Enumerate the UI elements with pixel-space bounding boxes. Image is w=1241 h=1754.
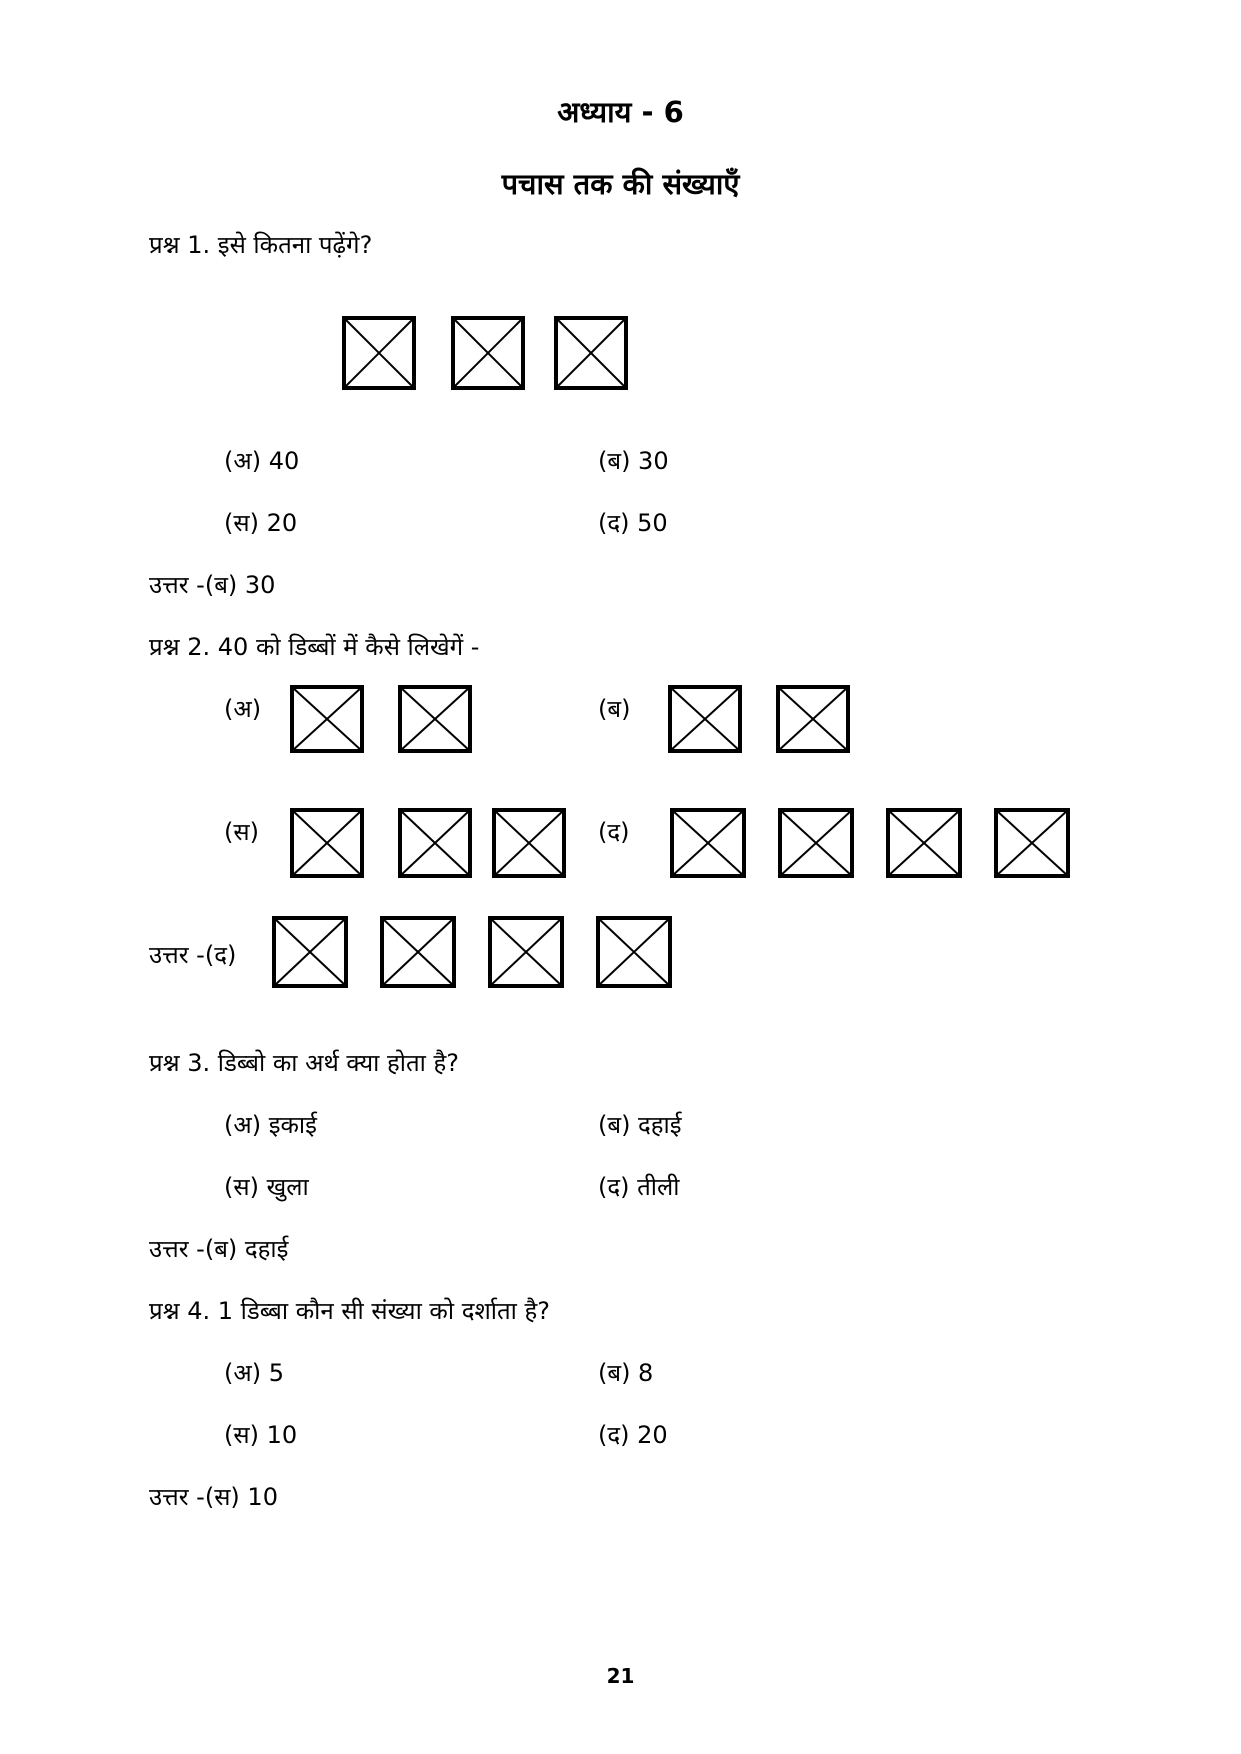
crossed-boxes-graphic — [342, 316, 632, 392]
q4-option-b: (ब) 8 — [598, 1359, 654, 1387]
question-4-text: प्रश्न 4. 1 डिब्बा कौन सी संख्या को दर्शाता है? — [149, 1297, 550, 1325]
q2-option-d-boxes — [670, 808, 1074, 880]
q2-option-a-label: (अ) — [224, 695, 262, 723]
q4-answer: उत्तर -(स) 10 — [149, 1483, 278, 1511]
q2-option-b-boxes — [668, 685, 854, 755]
crossed-boxes-graphic — [668, 685, 854, 755]
question-1-text: प्रश्न 1. इसे कितना पढ़ेंगे? — [149, 231, 373, 259]
q3-option-d: (द) तीली — [598, 1173, 680, 1201]
question-3-text: प्रश्न 3. डिब्बो का अर्थ क्या होता है? — [149, 1049, 459, 1077]
q2-answer: उत्तर -(द) — [149, 941, 237, 969]
crossed-boxes-graphic — [272, 916, 676, 990]
q1-option-a: (अ) 40 — [224, 447, 300, 475]
q4-option-a: (अ) 5 — [224, 1359, 284, 1387]
q3-option-b: (ब) दहाई — [598, 1111, 682, 1139]
q2-option-c-boxes — [290, 808, 570, 880]
crossed-boxes-graphic — [670, 808, 1074, 880]
q3-answer: उत्तर -(ब) दहाई — [149, 1235, 289, 1263]
q4-option-d: (द) 20 — [598, 1421, 668, 1449]
crossed-boxes-graphic — [290, 808, 570, 880]
crossed-boxes-graphic — [290, 685, 476, 755]
q2-answer-boxes — [272, 916, 676, 990]
chapter-subtitle: पचास तक की संख्याएँ — [501, 167, 740, 201]
q1-crossed-boxes — [342, 316, 632, 392]
q3-option-c: (स) खुला — [224, 1173, 309, 1201]
chapter-title: अध्याय - 6 — [557, 95, 684, 129]
q2-option-c-label: (स) — [224, 818, 259, 846]
page-number: 21 — [606, 1664, 635, 1688]
q2-option-a-boxes — [290, 685, 476, 755]
q1-option-b: (ब) 30 — [598, 447, 669, 475]
question-2-text: प्रश्न 2. 40 को डिब्बों में कैसे लिखेगें - — [149, 633, 480, 661]
q2-option-d-label: (द) — [598, 818, 630, 846]
q1-answer: उत्तर -(ब) 30 — [149, 571, 276, 599]
q3-option-a: (अ) इकाई — [224, 1111, 317, 1139]
q2-option-b-label: (ब) — [598, 695, 631, 723]
q1-option-c: (स) 20 — [224, 509, 298, 537]
q1-option-d: (द) 50 — [598, 509, 668, 537]
q4-option-c: (स) 10 — [224, 1421, 298, 1449]
